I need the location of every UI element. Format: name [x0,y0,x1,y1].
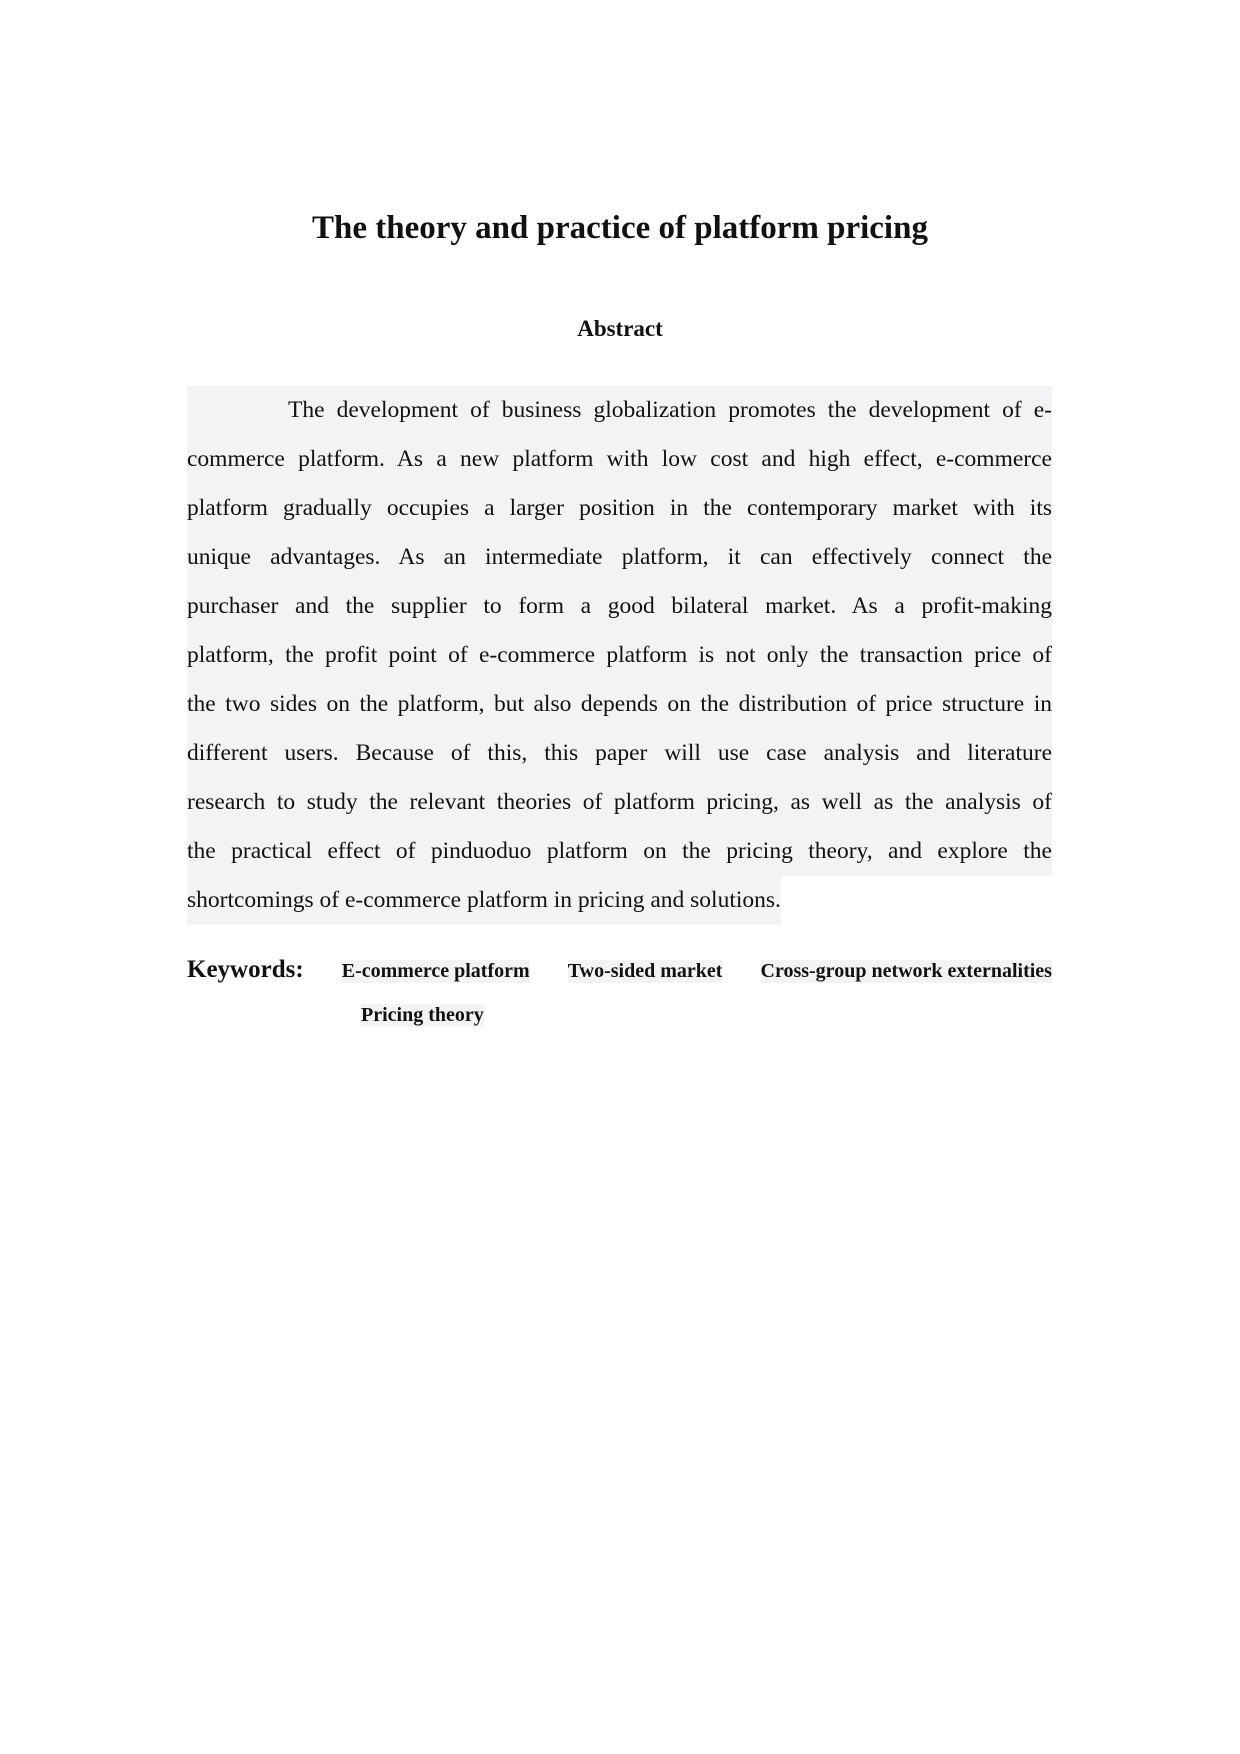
document-title: The theory and practice of platform pricing [312,210,928,246]
keyword-item: Cross-group network externalities [760,960,1052,982]
abstract-line: research to study the relevant theories of platform pricing, as well as the analysis of [187,778,1052,827]
keywords-label: Keywords: [187,956,304,983]
abstract-body [187,386,1052,925]
abstract-line: the two sides on the platform, but also depends on the distribution of price structure in [187,680,1052,729]
keywords-row [187,956,1052,1000]
abstract-line: The development of business globalization promotes the development of e- [187,386,1052,435]
abstract-heading: Abstract [577,316,663,341]
abstract-line: commerce platform. As a new platform with low cost and high effect, e-commerce [187,435,1052,484]
keyword-item: E-commerce platform [341,960,530,982]
keywords-block [187,956,1052,1044]
keyword-item: Two-sided market [567,960,723,982]
keyword-item: Pricing theory [361,1004,484,1026]
abstract-line: unique advantages. As an intermediate platform, it can effectively connect the [187,533,1052,582]
abstract-line: different users. Because of this, this paper will use case analysis and literature [187,729,1052,778]
abstract-line: shortcomings of e-commerce platform in pricing and solutions. [187,876,781,925]
abstract-line: purchaser and the supplier to form a good bilateral market. As a profit-making [187,582,1052,631]
keywords-row [187,1004,1052,1044]
abstract-line: platform gradually occupies a larger position in the contemporary market with its [187,484,1052,533]
abstract-line: the practical effect of pinduoduo platform on the pricing theory, and explore the [187,827,1052,876]
abstract-line: platform, the profit point of e-commerce platform is not only the transaction price of [187,631,1052,680]
